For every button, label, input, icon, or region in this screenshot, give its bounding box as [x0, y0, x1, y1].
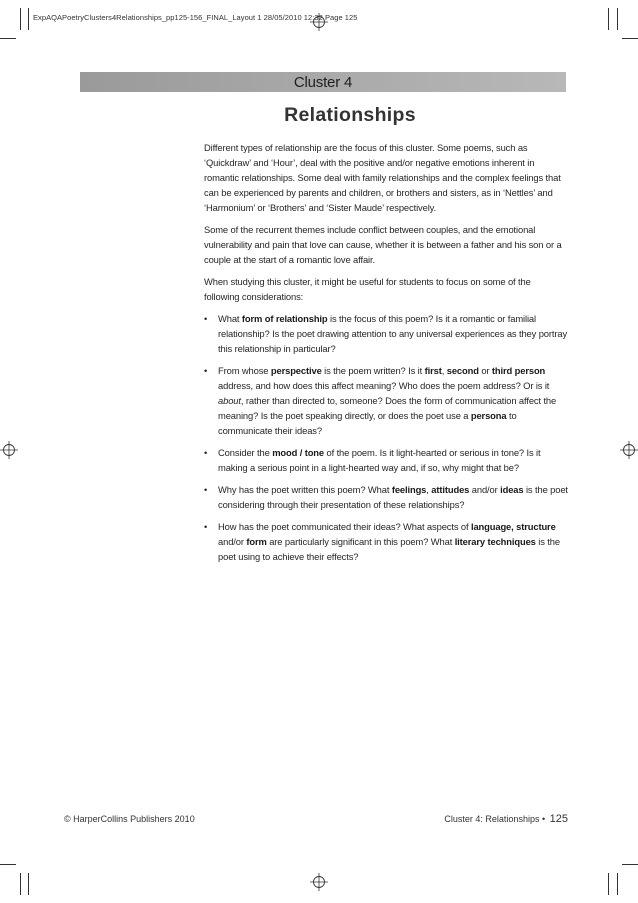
text-run: , [441, 365, 447, 376]
bullet-icon: • [204, 521, 208, 532]
text-run: is the poem written? Is it [321, 365, 425, 376]
footer-section: Cluster 4: Relationships [444, 814, 540, 824]
emphasis-term: feelings [391, 484, 427, 495]
consideration-item [204, 482, 568, 512]
considerations-list [204, 311, 568, 564]
footer-separator: • [541, 814, 546, 824]
emphasis-term: mood / tone [272, 447, 325, 458]
emphasis-term: ideas [500, 484, 524, 495]
text-run: of the poem. Is it light-hearted or serious in tone? Is it making a serious point in a light-hearted way and, if so, why might that be? [218, 447, 541, 473]
text-run: is the focus of this poem? Is it a romantic or familial relationship? Is the poet drawing attention to any universal experiences as they portray this relationship in particular? [218, 313, 568, 354]
emphasis-term: persona [470, 410, 507, 421]
cluster-label: Cluster 4 [293, 74, 353, 91]
emphasis-term: first [424, 365, 442, 376]
text-run: to communicate their ideas? [218, 410, 517, 436]
bullet-icon: • [204, 313, 208, 324]
text-run: , [426, 484, 432, 495]
emphasis-term: third person [491, 365, 546, 376]
consideration-item [204, 519, 568, 564]
text-run: is the poet considering through their presentation of these relationships? [218, 484, 568, 510]
registration-mark-icon [0, 441, 18, 459]
consideration-item [204, 445, 568, 475]
text-run: , rather than directed to, someone? Does the form of communication affect the meaning? Is the poet speaking directly, or does the poet use a [218, 395, 557, 421]
body-content [204, 140, 568, 571]
footer-page-info [444, 813, 568, 825]
text-run: How has the poet communicated their ideas? What aspects of [218, 521, 471, 532]
registration-mark-icon [310, 13, 328, 31]
print-slug-line: ExpAQAPoetryClusters4Relationships_pp125-156_FINAL_Layout 1 28/05/2010 12:32 Page 125 [33, 13, 358, 22]
page-number: 125 [549, 813, 568, 825]
bullet-icon: • [204, 447, 208, 458]
text-run: From whose [218, 365, 271, 376]
text-run: What [218, 313, 242, 324]
registration-mark-icon [310, 873, 328, 891]
text-run: about [218, 395, 241, 406]
emphasis-term: perspective [270, 365, 322, 376]
text-run: Consider the [218, 447, 273, 458]
text-run: are particularly significant in this poem? What [266, 536, 455, 547]
bullet-icon: • [204, 365, 208, 376]
emphasis-term: form of relationship [241, 313, 328, 324]
intro-paragraph: Some of the recurrent themes include conflict between couples, and the emotional vulnerability and pain that love can cause, whether it is between a father and his son or a couple at the start of a romantic love affair. [204, 224, 562, 265]
emphasis-term: language, structure [470, 521, 556, 532]
text-run: is the poet using to achieve their effects? [218, 536, 560, 562]
text-run: or [478, 365, 492, 376]
emphasis-term: literary techniques [454, 536, 536, 547]
intro-paragraph: Different types of relationship are the focus of this cluster. Some poems, such as ‘Quickdraw’ and ‘Hour’, deal with the positive and/or negative emotions inherent in romantic relationships. Some deal with family relationships and the complex feelings that can be experienced by parents and children, or brothers and sisters, as in ‘Nettles’ and ‘Harmonium’ or ‘Brothers’ and ‘Sister Maude’ respectively. [204, 142, 561, 213]
emphasis-term: second [446, 365, 479, 376]
bullet-icon: • [204, 484, 208, 495]
text-run: address, and how does this affect meaning? Who does the poem address? Or is it [218, 380, 550, 391]
text-run: Why has the poet written this poem? What [218, 484, 392, 495]
consideration-item [204, 363, 568, 438]
page-title: Relationships [284, 104, 416, 126]
text-run: and/or [218, 536, 247, 547]
emphasis-term: form [246, 536, 267, 547]
registration-mark-icon [620, 441, 638, 459]
consideration-item [204, 311, 568, 356]
intro-paragraph: When studying this cluster, it might be useful for students to focus on some of the following considerations: [204, 276, 531, 302]
footer-copyright: © HarperCollins Publishers 2010 [64, 814, 195, 824]
text-run: and/or [469, 484, 501, 495]
emphasis-term: attitudes [431, 484, 470, 495]
